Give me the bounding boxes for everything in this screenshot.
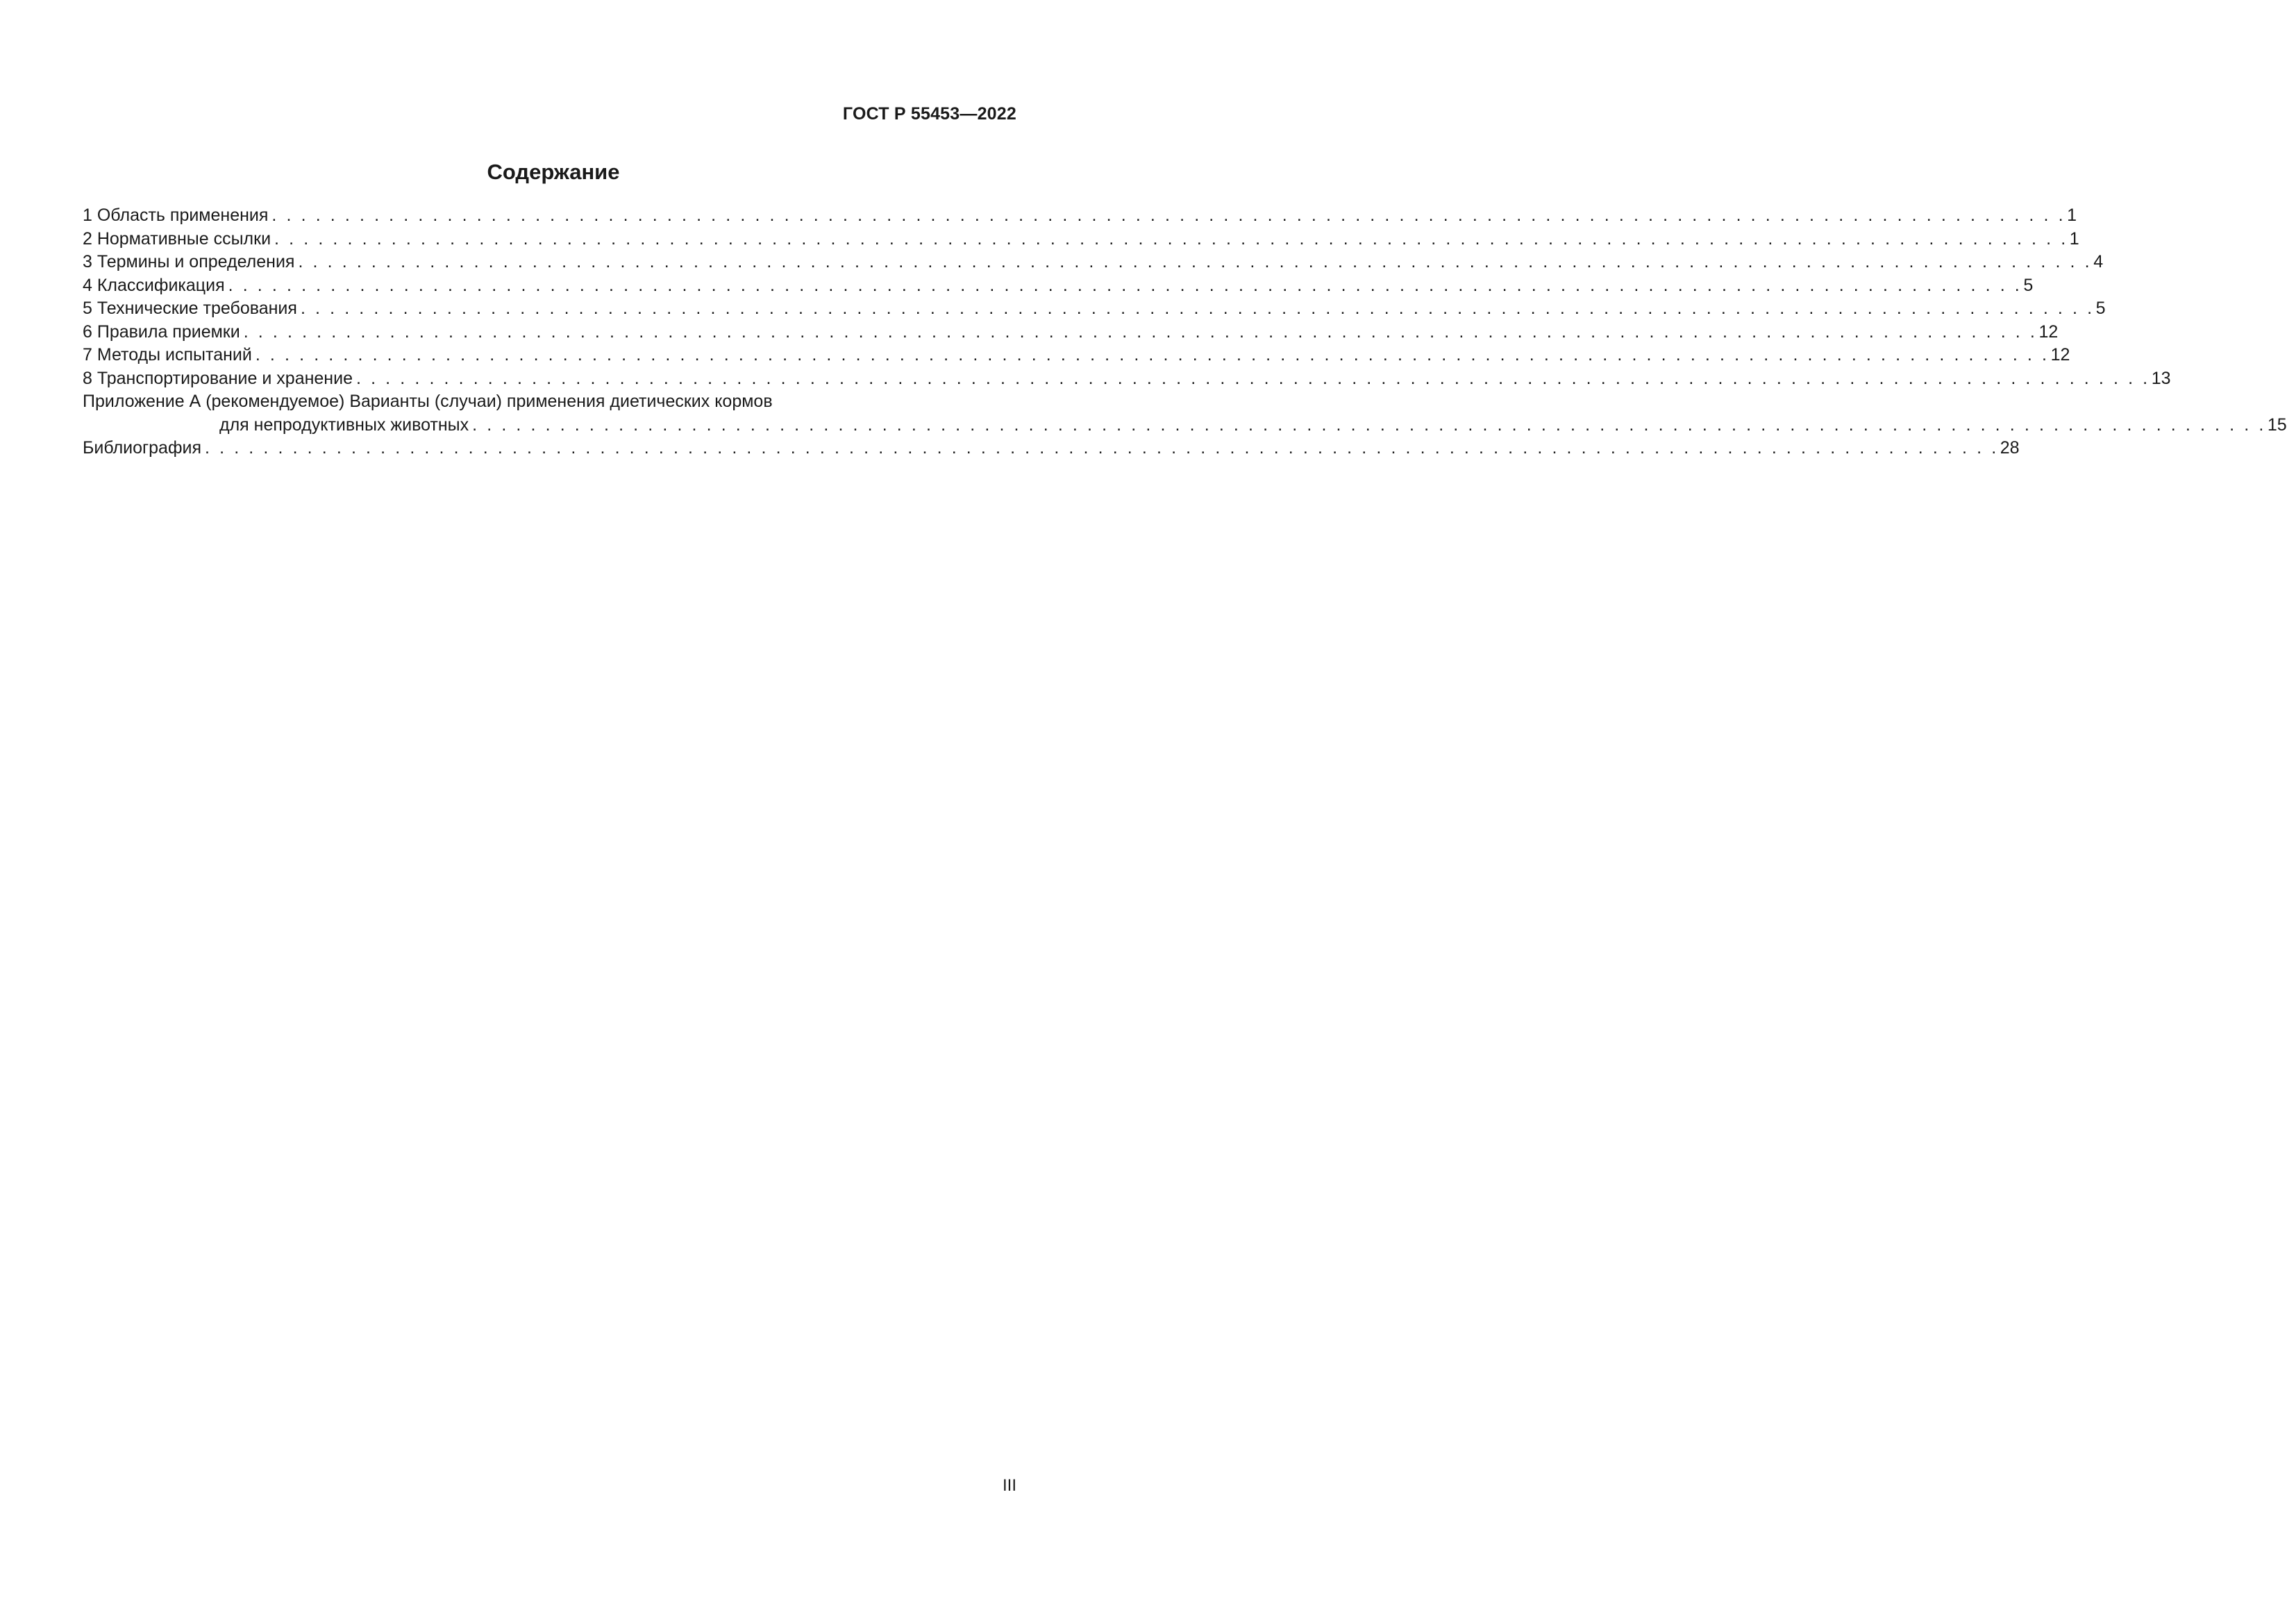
- toc-leader-dots: . . . . . . . . . . . . . . . . . . . . . . . . . . . . . . . . . . . . . . . . . . . . . . . . . . . . . . . . . . . . . . . . . . . . . . . . . . . . . . . . . . . . . . . . . . . . . . . . . . . . . . . . . . . . . . . . . . . . . . . . . . .: [355, 368, 2150, 388]
- document-code: ГОСТ Р 55453—2022: [842, 104, 1016, 124]
- toc-entry-page: 5: [2095, 299, 2106, 318]
- toc-entry-1[interactable]: [83, 204, 2077, 228]
- toc-entry-4[interactable]: [83, 274, 2034, 298]
- toc-entry-label: 2 Нормативные ссылки: [83, 228, 271, 249]
- toc-leader-dots: . . . . . . . . . . . . . . . . . . . . . . . . . . . . . . . . . . . . . . . . . . . . . . . . . . . . . . . . . . . . . . . . . . . . . . . . . . . . . . . . . . . . . . . . . . . . . . . . . . . . . . . . . . . . . . . . . . . . . . . . . . .: [255, 345, 2050, 365]
- toc-appendix-a[interactable]: [83, 390, 1016, 414]
- toc-appendix-a-continuation[interactable]: [83, 414, 2287, 437]
- toc-entry-label: 7 Методы испытаний: [83, 345, 252, 365]
- toc-leader-dots: . . . . . . . . . . . . . . . . . . . . . . . . . . . . . . . . . . . . . . . . . . . . . . . . . . . . . . . . . . . . . . . . . . . . . . . . . . . . . . . . . . . . . . . . . . . . . . . . . . . . . . . . . . . . . . . . . . . . . . . . . . .: [300, 299, 2095, 318]
- toc-appendix-subtitle: для непродуктивных животных: [219, 415, 469, 435]
- toc-leader-dots: . . . . . . . . . . . . . . . . . . . . . . . . . . . . . . . . . . . . . . . . . . . . . . . . . . . . . . . . . . . . . . . . . . . . . . . . . . . . . . . . . . . . . . . . . . . . . . . . . . . . . . . . . . . . . . . . . . . . . . . . . . .: [472, 415, 2266, 435]
- toc-entry-7[interactable]: [83, 344, 2070, 367]
- toc-entry-5[interactable]: [83, 297, 2106, 321]
- toc-entry-page: 15: [2267, 415, 2287, 435]
- toc-entry-label: Библиография: [83, 438, 202, 458]
- toc-leader-dots: . . . . . . . . . . . . . . . . . . . . . . . . . . . . . . . . . . . . . . . . . . . . . . . . . . . . . . . . . . . . . . . . . . . . . . . . . . . . . . . . . . . . . . . . . . . . . . . . . . . . . . . . . . . . . . . . . . . . . . . . . . .: [274, 228, 2068, 249]
- toc-entry-label: 4 Классификация: [83, 275, 225, 295]
- toc-entry-2[interactable]: [83, 228, 2079, 251]
- toc-title: Содержание: [487, 160, 620, 184]
- toc-entry-8[interactable]: [83, 367, 2171, 391]
- toc-leader-dots: . . . . . . . . . . . . . . . . . . . . . . . . . . . . . . . . . . . . . . . . . . . . . . . . . . . . . . . . . . . . . . . . . . . . . . . . . . . . . . . . . . . . . . . . . . . . . . . . . . . . . . . . . . . . . . . . . . . . . . . . . . .: [228, 275, 2022, 295]
- page-number: III: [1002, 1476, 1016, 1495]
- toc-leader-dots: . . . . . . . . . . . . . . . . . . . . . . . . . . . . . . . . . . . . . . . . . . . . . . . . . . . . . . . . . . . . . . . . . . . . . . . . . . . . . . . . . . . . . . . . . . . . . . . . . . . . . . . . . . . . . . . . . . . . . . . . . . .: [243, 321, 2038, 342]
- toc-entry-page: 13: [2151, 368, 2171, 388]
- toc-entry-label: 6 Правила приемки: [83, 321, 240, 342]
- toc-entry-label: 5 Технические требования: [83, 299, 297, 318]
- toc-leader-dots: . . . . . . . . . . . . . . . . . . . . . . . . . . . . . . . . . . . . . . . . . . . . . . . . . . . . . . . . . . . . . . . . . . . . . . . . . . . . . . . . . . . . . . . . . . . . . . . . . . . . . . . . . . . . . . . . . . . . . . . . . . .: [298, 252, 2093, 271]
- toc-bibliography[interactable]: [83, 437, 2020, 460]
- toc-leader-dots: . . . . . . . . . . . . . . . . . . . . . . . . . . . . . . . . . . . . . . . . . . . . . . . . . . . . . . . . . . . . . . . . . . . . . . . . . . . . . . . . . . . . . . . . . . . . . . . . . . . . . . . . . . . . . . . . . . . . . . . . . . .: [205, 438, 1999, 458]
- toc-appendix-title: Приложение А (рекомендуемое) Варианты (случаи) применения диетических кормов: [83, 392, 773, 411]
- toc-entry-page: 28: [2000, 438, 2020, 458]
- toc-entry-3[interactable]: [83, 251, 2104, 274]
- toc-leader-dots: . . . . . . . . . . . . . . . . . . . . . . . . . . . . . . . . . . . . . . . . . . . . . . . . . . . . . . . . . . . . . . . . . . . . . . . . . . . . . . . . . . . . . . . . . . . . . . . . . . . . . . . . . . . . . . . . . . . . . . . . . . .: [271, 206, 2066, 225]
- toc-entry-page: 1: [2067, 206, 2077, 225]
- toc-entry-page: 1: [2069, 228, 2079, 249]
- toc-entry-page: 12: [2038, 321, 2059, 342]
- toc-entry-page: 12: [2050, 345, 2070, 365]
- toc-entry-label: 8 Транспортирование и хранение: [83, 368, 353, 388]
- toc-entry-6[interactable]: [83, 321, 2059, 344]
- toc-entry-label: 1 Область применения: [83, 206, 269, 225]
- table-of-contents: [83, 204, 2287, 460]
- toc-entry-page: 4: [2093, 252, 2104, 271]
- toc-entry-label: 3 Термины и определения: [83, 252, 295, 271]
- toc-entry-page: 5: [2023, 275, 2034, 295]
